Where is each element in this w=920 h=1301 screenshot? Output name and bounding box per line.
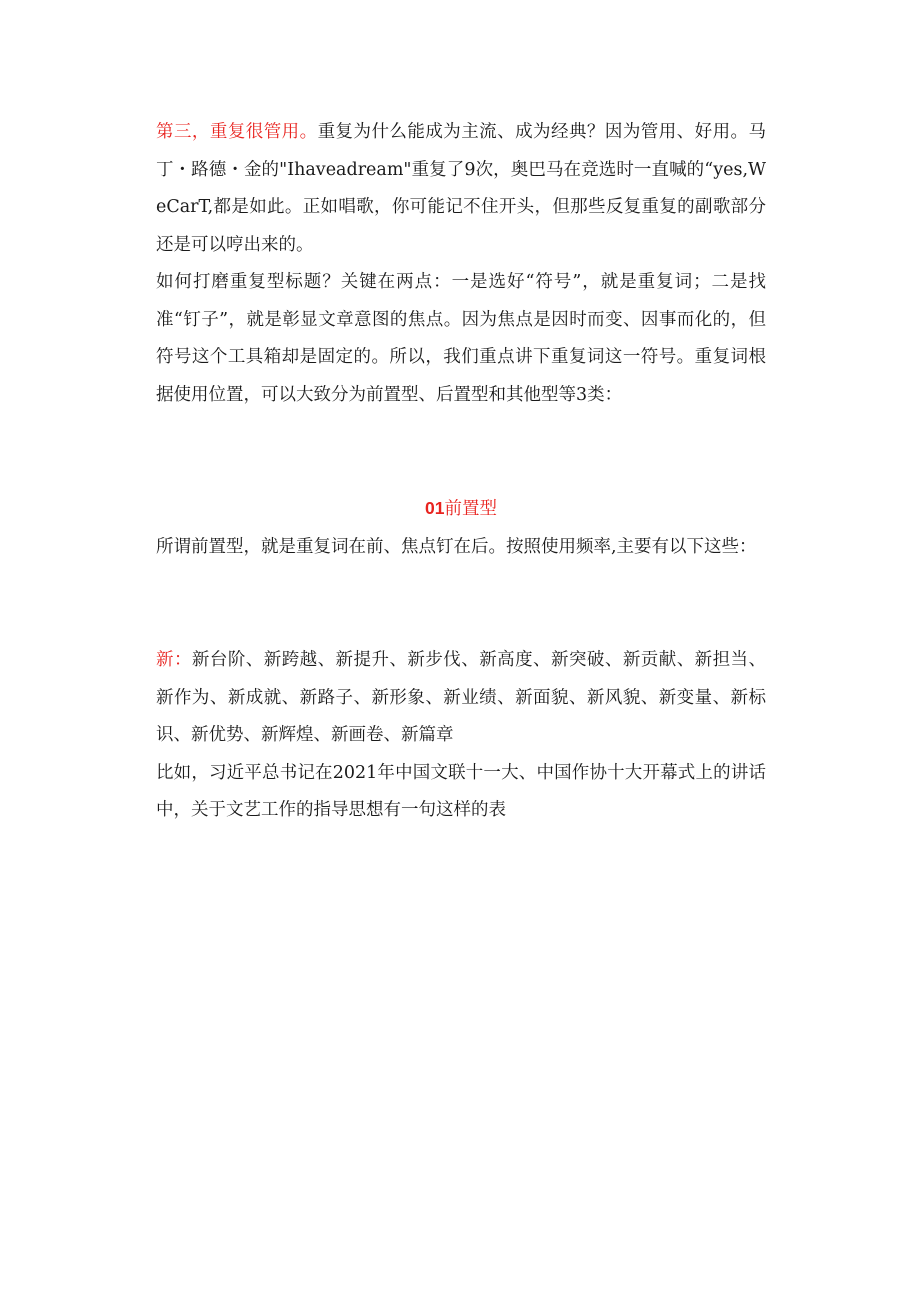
section-three-paragraph [156, 114, 766, 264]
xin-label: 新： [156, 650, 192, 670]
heading-title: 前置型 [444, 499, 497, 519]
heading-number: 01 [425, 498, 445, 518]
prefix-definition-paragraph: 所谓前置型，就是重复词在前、焦点钉在后。按照使用频率,主要有以下这些： [156, 536, 757, 557]
section-three-body: 重复为什么能成为主流、成为经典？因为管用、好用。马丁・路德・金的"Ihaveadream"重复了9次，奥巴马在竞选时一直喊的“yes,WeCarT,都是如此。正如唱歌，你可能记不住开头，但那些反复重复的副歌部分还是可以哼出来的。 [156, 122, 767, 255]
xin-items: 新台阶、新跨越、新提升、新步伐、新高度、新突破、新贡献、新担当、新作为、新成就、新路子、新形象、新业绩、新面貌、新风貌、新变量、新标识、新优势、新辉煌、新画卷、新篇章 [156, 650, 767, 745]
section-heading [156, 490, 766, 529]
spacer [156, 414, 766, 490]
document-page [156, 114, 766, 830]
section-three-lead: 第三，重复很管用。 [156, 122, 318, 142]
xin-list-paragraph [156, 642, 766, 755]
polish-paragraph: 如何打磨重复型标题？关键在两点：一是选好“符号”，就是重复词；二是找准“钉子”，就是彰显文章意图的焦点。因为焦点是因时而变、因事而化的，但符号这个工具箱却是固定的。所以，我们重点讲下重复词这一符号。重复词根据使用位置，可以大致分为前置型、后置型和其他型等3类： [156, 272, 766, 405]
spacer [156, 566, 766, 642]
example-paragraph: 比如，习近平总书记在2021年中国文联十一大、中国作协十大开幕式上的讲话中，关于文艺工作的指导思想有一句这样的表 [156, 762, 766, 820]
